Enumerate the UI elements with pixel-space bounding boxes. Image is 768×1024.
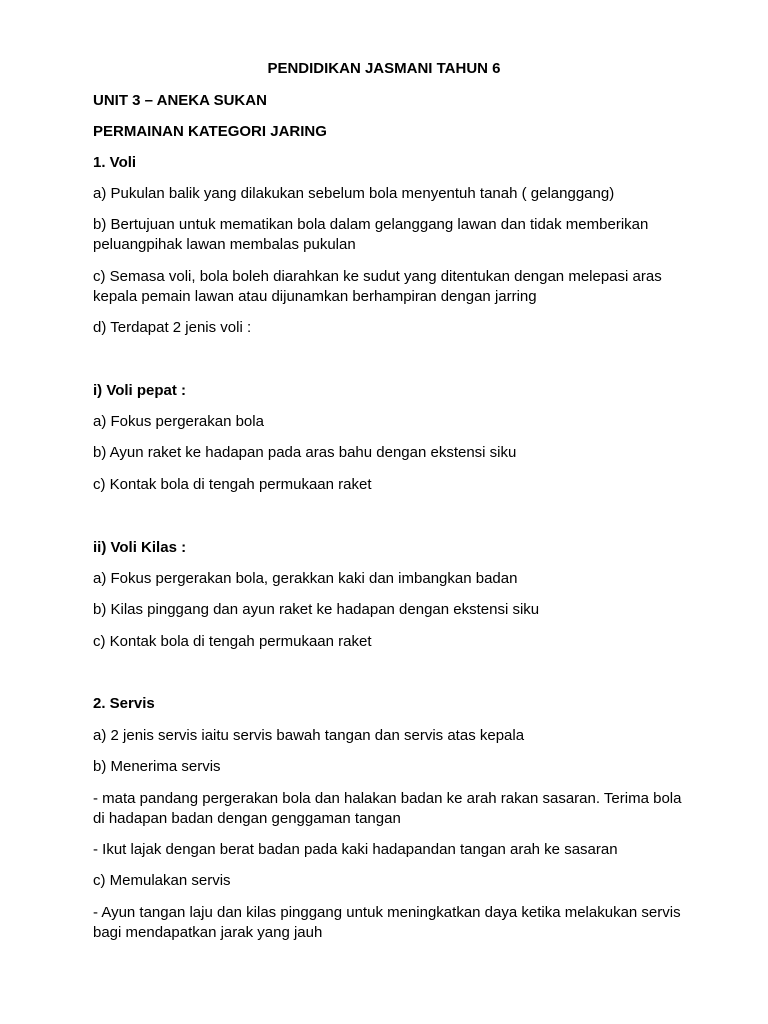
- servis-item-b-detail-1: - mata pandang pergerakan bola dan halakan badan ke arah rakan sasaran. Terima bola di hadapan badan dengan genggaman tangan: [93, 790, 682, 827]
- servis-item-c: c) Memulakan servis: [93, 872, 231, 889]
- voli-item-c: c) Semasa voli, bola boleh diarahkan ke sudut yang ditentukan dengan melepasi aras kepala pemain lawan atau dijunamkan berhampiran dengan jarring: [93, 268, 662, 305]
- voli-item-d: d) Terdapat 2 jenis voli :: [93, 319, 252, 336]
- section-voli-heading: 1. Voli: [93, 154, 137, 171]
- unit-heading: UNIT 3 – ANEKA SUKAN: [93, 92, 267, 109]
- voli-pepat-item-b: b) Ayun raket ke hadapan pada aras bahu dengan ekstensi siku: [93, 444, 517, 461]
- voli-kilas-item-a: a) Fokus pergerakan bola, gerakkan kaki dan imbangkan badan: [93, 570, 518, 587]
- voli-kilas-heading: ii) Voli Kilas :: [93, 539, 187, 556]
- voli-pepat-item-c: c) Kontak bola di tengah permukaan raket: [93, 476, 372, 493]
- servis-item-a: a) 2 jenis servis iaitu servis bawah tangan dan servis atas kepala: [93, 727, 525, 744]
- servis-item-b-detail-2: - Ikut lajak dengan berat badan pada kaki hadapandan tangan arah ke sasaran: [93, 841, 618, 858]
- voli-kilas-item-b: b) Kilas pinggang dan ayun raket ke hadapan dengan ekstensi siku: [93, 601, 540, 618]
- category-heading: PERMAINAN KATEGORI JARING: [93, 123, 327, 140]
- voli-pepat-heading: i) Voli pepat :: [93, 382, 187, 399]
- section-servis-heading: 2. Servis: [93, 695, 155, 712]
- voli-item-b: b) Bertujuan untuk mematikan bola dalam gelanggang lawan dan tidak memberikan peluangpihak lawan membalas pukulan: [93, 216, 649, 253]
- document-title: PENDIDIKAN JASMANI TAHUN 6: [267, 60, 501, 77]
- servis-item-b: b) Menerima servis: [93, 758, 221, 775]
- voli-item-a: a) Pukulan balik yang dilakukan sebelum bola menyentuh tanah ( gelanggang): [93, 185, 615, 202]
- servis-item-c-detail: - Ayun tangan laju dan kilas pinggang untuk meningkatkan daya ketika melakukan servis bagi mendapatkan jarak yang jauh: [93, 904, 681, 941]
- voli-kilas-item-c: c) Kontak bola di tengah permukaan raket: [93, 633, 372, 650]
- voli-pepat-item-a: a) Fokus pergerakan bola: [93, 413, 264, 430]
